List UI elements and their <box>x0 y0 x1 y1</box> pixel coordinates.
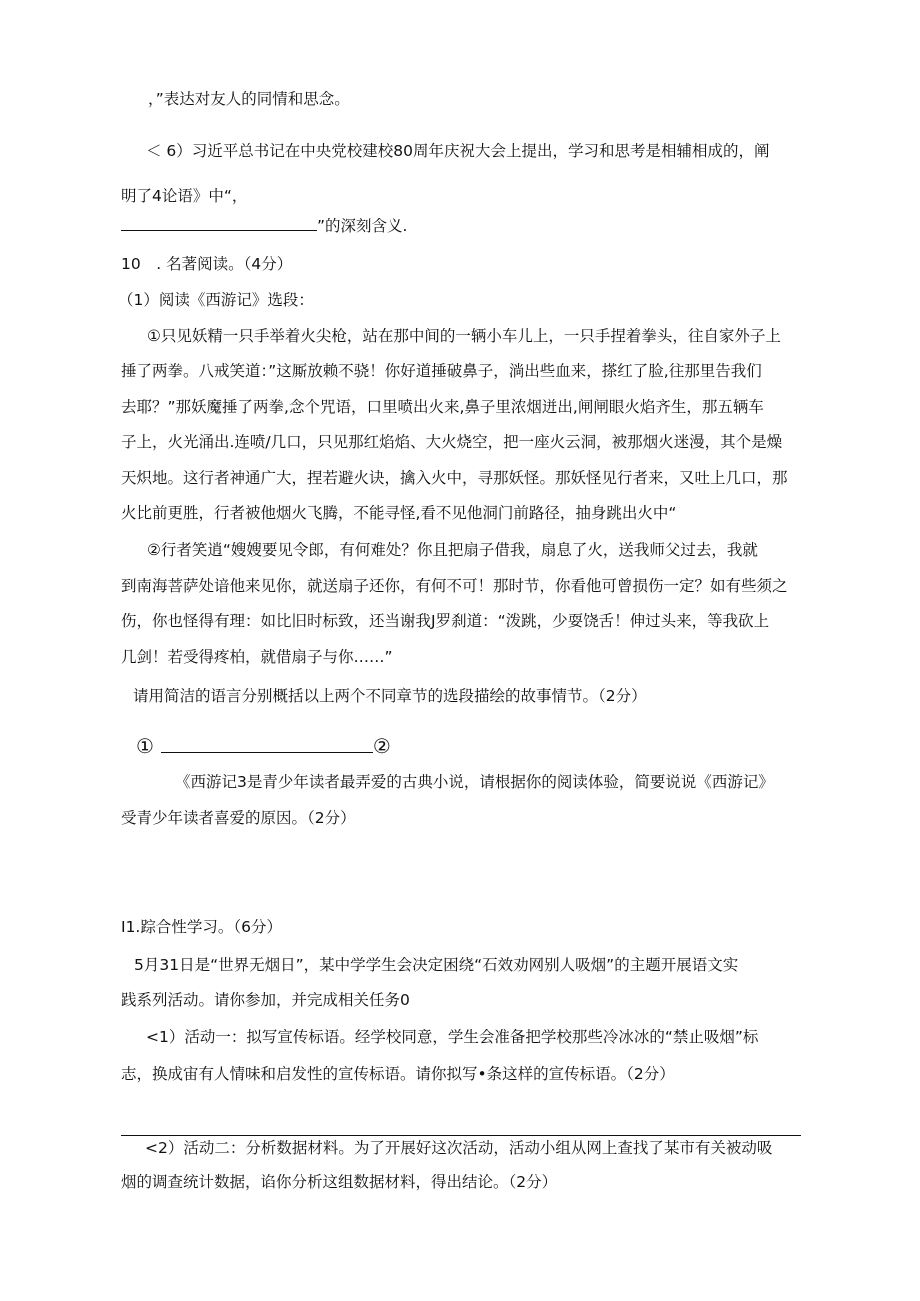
summary-prompt: 请用简洁的语言分别概括以上两个不同章节的选段描绘的故事情节。（2分） <box>133 687 647 705</box>
passage-1-line-2: 捶了两拳。八戒笑道：”这厮放赖不骁！你好道捶破鼻子，淌出些血来，搽红了脸,往那里告我们 <box>121 362 762 380</box>
question-10-heading: 10 . 名著阅读。（4分） <box>121 255 293 273</box>
passage-2-line-3: 伤，你也怪得有理：如比旧时标致，还当谢我J罗刹道：“泼跳，少耍饶舌！伸过头来，等我砍上 <box>121 612 770 630</box>
text-line-4-tail: ”的深刻含义. <box>317 217 408 235</box>
answer-marker-1: ① <box>136 734 154 758</box>
activity-2-line-1: <2）活动二：分析数据材料。为了开展好这次活动，活动小组从网上查找了某市有关被动吸 <box>145 1139 773 1157</box>
passage-2-line-1: ②行者笑逍“嫂嫂要见令郎，有何难处？你且把扇子借我，扇息了火，送我师父过去，我就 <box>147 541 758 559</box>
answer-blank[interactable] <box>121 216 317 231</box>
question-11-intro-1: 5月31日是“世界无烟日”，某中学学生会决定困绕“石效劝网别人吸烟”的主题开展语文实 <box>134 956 739 974</box>
text-line-4 <box>121 216 407 236</box>
question-11-intro-2: 践系列活动。请你参加，并完成相关任务0 <box>121 991 410 1009</box>
passage-1-line-5: 天炽地。这行者神通广大，捏若避火诀，擒入火中，寻那妖怪。那妖怪见行者来，又吐上几口，那 <box>121 469 788 487</box>
question-2-line-2: 受青少年读者喜爱的原因。（2分） <box>121 809 356 827</box>
answer-line[interactable] <box>121 1135 801 1136</box>
passage-1-line-1: ①只见妖精一只手举着火尖枪，站在那中间的一辆小车儿上，一只手捏着拳头，往自家外子上 <box>147 327 781 345</box>
answer-marker-2: ② <box>372 734 391 758</box>
passage-1-line-6: 火比前更胜，行者被他烟火飞腾，不能寻怪,看不见他洞门前路径，抽身跳出火中“ <box>121 504 677 522</box>
text-line-2: ＜ 6）习近平总书记在中央党校建校80周年庆祝大会上提出，学习和思考是相辅相成的，阐 <box>146 142 770 160</box>
text-line-1: ，”表达对友人的同情和思念。 <box>148 90 350 108</box>
answer-blank-1[interactable] <box>161 738 373 753</box>
activity-1-line-1: <1）活动一：拟写宣传标语。经学校同意，学生会准备把学校那些冷冰冰的“禁止吸烟”标 <box>146 1028 759 1046</box>
subquestion-1-heading: （1）阅读《西游记》选段： <box>118 291 314 309</box>
activity-1-line-2: 志，换成宙有人情味和启发性的宣传标语。请你拟写•条这样的宣传标语。（2分） <box>121 1065 675 1083</box>
question-2-line-1: 《西游记3是青少年读者最弄爱的古典小说，请根据你的阅读体验，简要说说《西游记》 <box>175 773 774 791</box>
answer-row <box>136 736 391 758</box>
question-11-heading: I1.踪合性学习。（6分） <box>121 918 282 936</box>
text-line-3: 明了4论语》中“， <box>121 187 248 205</box>
passage-2-line-2: 到南海菩萨处谙他来见你，就送扇子还你，有何不可！那时节，你看他可曾损伤一定？如有些须之 <box>121 577 788 595</box>
passage-1-line-4: 子上，火光涌出.连喷/几口，只见那红焰焰、大火烧空，把一座火云洞，被那烟火迷漫，其个是燥 <box>121 433 783 451</box>
passage-1-line-3: 去耶？”那妖魔捶了两拳,念个咒语，口里喷出火来,鼻子里浓烟迸出,闸闸眼火焰齐生，那五辆车 <box>121 398 764 416</box>
passage-2-line-4: 几剑！若受得疼柏，就借扇子与你……” <box>121 648 393 666</box>
activity-2-line-2: 烟的调查统计数据，谄你分析这组数据材料，得出结论。（2分） <box>121 1173 558 1191</box>
